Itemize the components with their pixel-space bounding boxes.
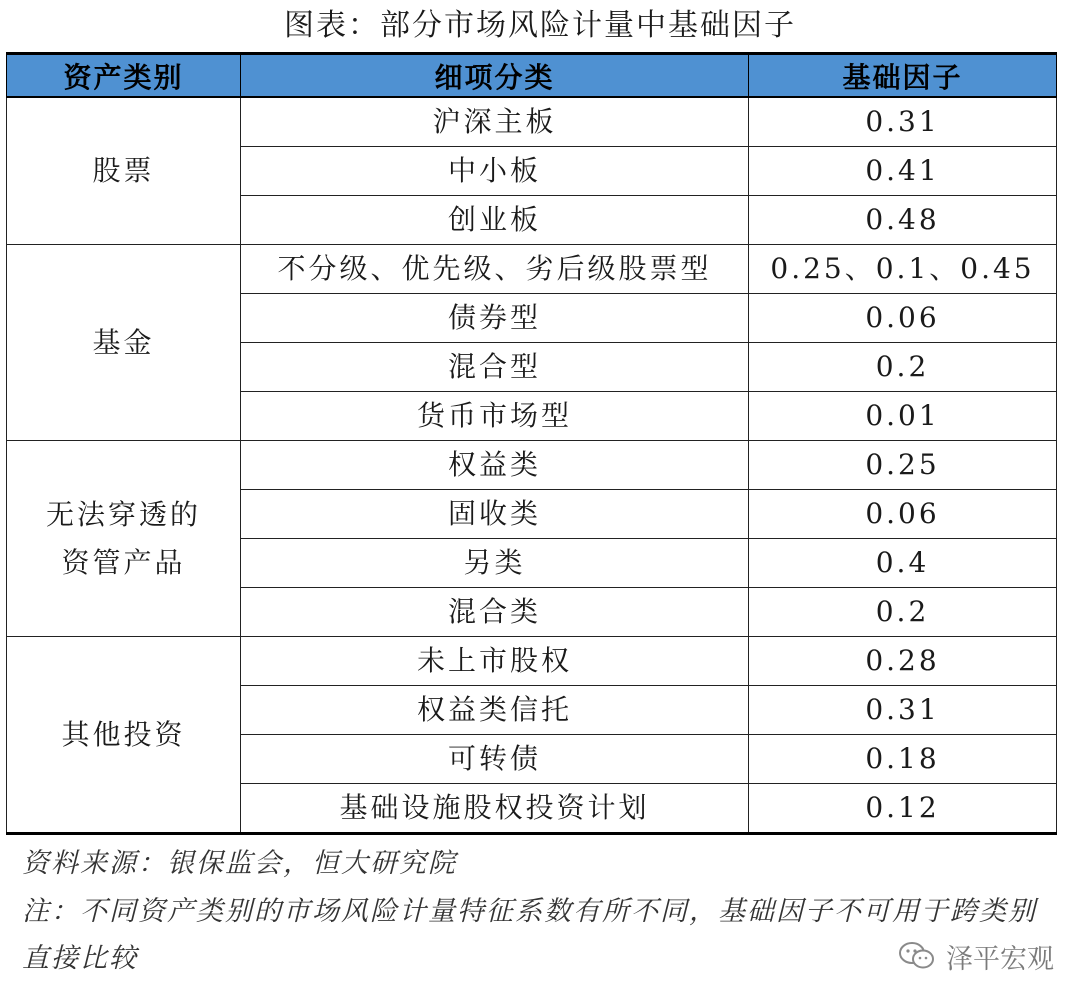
item-cell: 中小板 — [241, 147, 749, 196]
factor-cell: 0.41 — [749, 147, 1057, 196]
item-cell: 混合类 — [241, 588, 749, 637]
factor-cell: 0.06 — [749, 294, 1057, 343]
item-cell: 可转债 — [241, 735, 749, 784]
item-cell: 固收类 — [241, 490, 749, 539]
item-cell: 另类 — [241, 539, 749, 588]
watermark-text: 泽平宏观 — [946, 943, 1054, 975]
factor-cell: 0.25 — [749, 441, 1057, 490]
wechat-icon — [898, 940, 936, 972]
factor-cell: 0.31 — [749, 97, 1057, 147]
factor-cell: 0.2 — [749, 588, 1057, 637]
factor-cell: 0.01 — [749, 392, 1057, 441]
table-header-row — [7, 54, 1057, 98]
category-cell: 无法穿透的 资管产品 — [7, 441, 241, 637]
item-cell: 创业板 — [241, 196, 749, 245]
item-cell: 不分级、优先级、劣后级股票型 — [241, 245, 749, 294]
category-cell: 其他投资 — [7, 637, 241, 834]
table-row — [7, 441, 1057, 490]
factor-cell: 0.25、0.1、0.45 — [749, 245, 1057, 294]
factor-cell: 0.31 — [749, 686, 1057, 735]
factor-cell: 0.06 — [749, 490, 1057, 539]
table-title: 图表：部分市场风险计量中基础因子 — [284, 8, 796, 43]
item-cell: 基础设施股权投资计划 — [241, 784, 749, 834]
table-row — [7, 97, 1057, 147]
item-cell: 未上市股权 — [241, 637, 749, 686]
category-cell: 基金 — [7, 245, 241, 441]
category-cell: 股票 — [7, 97, 241, 245]
factor-cell: 0.4 — [749, 539, 1057, 588]
factor-cell: 0.12 — [749, 784, 1057, 834]
item-cell: 权益类 — [241, 441, 749, 490]
factor-cell: 0.28 — [749, 637, 1057, 686]
factor-cell: 0.2 — [749, 343, 1057, 392]
header-base-factor: 基础因子 — [749, 54, 1057, 98]
table-row — [7, 637, 1057, 686]
item-cell: 货币市场型 — [241, 392, 749, 441]
comparison-note: 注：不同资产类别的市场风险计量特征系数有所不同，基础因子不可用于跨类别直接比较 — [22, 896, 1037, 974]
table-row — [7, 245, 1057, 294]
header-sub-item: 细项分类 — [241, 54, 749, 98]
watermark — [898, 932, 1054, 980]
source-note: 资料来源：银保监会，恒大研究院 — [22, 848, 457, 879]
item-cell: 沪深主板 — [241, 97, 749, 147]
item-cell: 权益类信托 — [241, 686, 749, 735]
item-cell: 债券型 — [241, 294, 749, 343]
factor-cell: 0.18 — [749, 735, 1057, 784]
item-cell: 混合型 — [241, 343, 749, 392]
factor-cell: 0.48 — [749, 196, 1057, 245]
header-asset-class: 资产类别 — [7, 54, 241, 98]
risk-factor-table — [6, 52, 1057, 835]
